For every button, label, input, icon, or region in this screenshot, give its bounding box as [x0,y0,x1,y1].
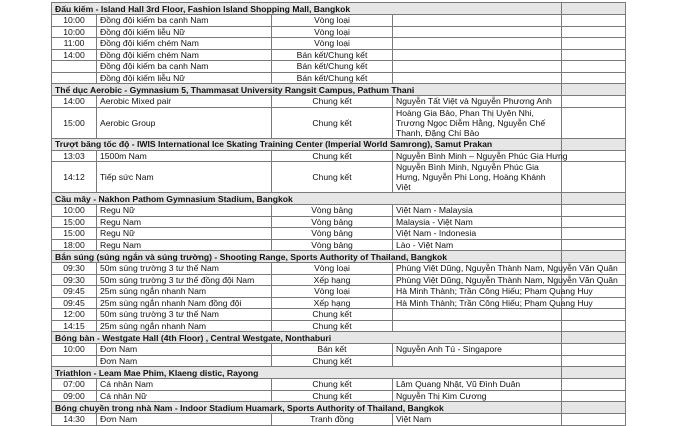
round-cell: Bán kết/Chung kết [272,72,393,84]
time-cell: 15:00 [52,107,97,138]
section-title: Đấu kiếm - Island Hall 3rd Floor, Fashion Island Shopping Mall, Bangkok [52,3,562,15]
round-cell: Chung kết [272,309,393,321]
event-cell: Regu Nam [97,216,272,228]
round-cell: Chung kết [272,150,393,162]
section-title: Cầu mây - Nakhon Pathom Gymnasium Stadium, Bangkok [52,193,562,205]
time-cell: 14:15 [52,320,97,332]
event-cell: 25m súng ngắn nhanh Nam [97,286,272,298]
round-cell: Tranh đồng [272,414,393,426]
table-row [52,390,626,402]
event-cell: 1500m Nam [97,150,272,162]
athletes-cell: Nguyễn Anh Tú - Singapore [393,344,562,356]
time-cell: 14:12 [52,162,97,193]
section-header [52,251,626,263]
round-cell: Vòng bảng [272,228,393,240]
section-title: Triathlon - Leam Mae Phim, Klaeng distic, Rayong [52,367,562,379]
athletes-cell [393,38,562,50]
event-cell: Regu Nữ [97,228,272,240]
time-cell [52,72,97,84]
empty-cell [562,205,626,217]
athletes-cell: Hà Minh Thành; Trần Công Hiếu; Phạm Quang Huy [393,297,562,309]
round-cell: Bán kết/Chung kết [272,61,393,73]
section-title: Trượt băng tốc độ - IWIS International Ice Skating Training Center (Imperial World Samrong), Samut Prakan [52,138,562,150]
time-cell: 10:00 [52,15,97,27]
athletes-cell: Malaysia - Việt Nam [393,216,562,228]
event-cell: Aerobic Group [97,107,272,138]
section-header [52,402,626,414]
time-cell: 14:00 [52,96,97,108]
athletes-cell [393,309,562,321]
table-row [52,414,626,426]
round-cell: Xếp hạng [272,297,393,309]
empty-cell [562,96,626,108]
event-cell: Aerobic Mixed pair [97,96,272,108]
empty-cell [562,228,626,240]
time-cell: 10:00 [52,344,97,356]
athletes-cell: Việt Nam [393,414,562,426]
round-cell: Vòng loại [272,26,393,38]
empty-cell [562,379,626,391]
event-cell: 50m súng trường 3 tư thế Nam [97,263,272,275]
event-cell: Đồng đội kiếm ba cạnh Nam [97,61,272,73]
athletes-cell: Nguyễn Bình Minh – Nguyễn Phúc Gia Hưng [393,150,562,162]
athletes-cell: Việt Nam - Malaysia [393,205,562,217]
round-cell: Vòng bảng [272,239,393,251]
table-row [52,162,626,193]
table-row [52,150,626,162]
time-cell: 13:03 [52,150,97,162]
table-row [52,228,626,240]
time-cell: 11:00 [52,38,97,50]
athletes-cell [393,72,562,84]
round-cell: Chung kết [272,379,393,391]
round-cell: Chung kết [272,96,393,108]
section-title: Bóng chuyền trong nhà Nam - Indoor Stadium Huamark, Sports Authority of Thailand, Bangkok [52,402,562,414]
athletes-cell [393,61,562,73]
athletes-cell [393,355,562,367]
athletes-cell: Nguyễn Tất Việt và Nguyễn Phương Anh [393,96,562,108]
time-cell: 07:00 [52,379,97,391]
event-cell: Đơn Nam [97,414,272,426]
table-row [52,239,626,251]
empty-cell [562,344,626,356]
empty-cell [562,332,626,344]
event-cell: Tiếp sức Nam [97,162,272,193]
empty-cell [562,367,626,379]
round-cell: Bán kết [272,344,393,356]
time-cell: 09:45 [52,286,97,298]
table-row [52,72,626,84]
empty-cell [562,61,626,73]
table-row [52,15,626,27]
table-row [52,274,626,286]
table-row [52,309,626,321]
table-row [52,216,626,228]
empty-cell [562,320,626,332]
empty-cell [562,49,626,61]
athletes-cell [393,320,562,332]
round-cell: Vòng loại [272,38,393,50]
event-cell: Cá nhân Nữ [97,390,272,402]
empty-cell [562,150,626,162]
empty-cell [562,162,626,193]
athletes-cell: Nguyễn Thị Kim Cương [393,390,562,402]
section-header [52,138,626,150]
athletes-cell [393,15,562,27]
table-row [52,320,626,332]
table-row [52,286,626,298]
round-cell: Vòng bảng [272,216,393,228]
empty-cell [562,26,626,38]
table-row [52,38,626,50]
round-cell: Xếp hạng [272,274,393,286]
section-title: Bắn súng (súng ngắn và súng trường) - Shooting Range, Sports Authority of Thailand, Bangkok [52,251,562,263]
table-row [52,344,626,356]
table-row [52,26,626,38]
round-cell: Chung kết [272,390,393,402]
event-cell: Regu Nữ [97,205,272,217]
empty-cell [562,84,626,96]
event-cell: 25m súng ngắn nhanh Nam [97,320,272,332]
empty-cell [562,239,626,251]
time-cell: 15:00 [52,216,97,228]
empty-cell [562,15,626,27]
empty-cell [562,251,626,263]
empty-cell [562,3,626,15]
event-cell: Đồng đội kiếm liễu Nữ [97,26,272,38]
athletes-cell: Hoàng Gia Bảo, Phan Thị Uyên Nhi, Trương Ngọc Diễm Hằng, Nguyễn Chế Thanh, Đặng Chí Bảo [393,107,562,138]
athletes-cell: Phùng Việt Dũng, Nguyễn Thành Nam, Nguyễn Văn Quân [393,274,562,286]
time-cell: 15:00 [52,228,97,240]
event-cell: 50m súng trường 3 tư thế đồng đội Nam [97,274,272,286]
athletes-cell: Phùng Việt Dũng, Nguyễn Thành Nam, Nguyễn Văn Quân [393,263,562,275]
empty-cell [562,72,626,84]
schedule-body [52,3,626,426]
event-cell: Đồng đội kiếm liễu Nữ [97,72,272,84]
table-row [52,297,626,309]
time-cell: 09:00 [52,390,97,402]
empty-cell [562,309,626,321]
athletes-cell [393,26,562,38]
round-cell: Vòng loại [272,15,393,27]
athletes-cell [393,49,562,61]
empty-cell [562,414,626,426]
time-cell: 09:30 [52,263,97,275]
round-cell: Chung kết [272,162,393,193]
round-cell: Bán kết/Chung kết [272,49,393,61]
time-cell: 12:00 [52,309,97,321]
event-cell: Đơn Nam [97,355,272,367]
event-cell: Đơn Nam [97,344,272,356]
round-cell: Vòng loại [272,286,393,298]
time-cell: 18:00 [52,239,97,251]
time-cell: 09:45 [52,297,97,309]
athletes-cell: Nguyễn Bình Minh, Nguyễn Phúc Gia Hưng, Nguyễn Phi Long, Hoàng Khánh Việt [393,162,562,193]
round-cell: Chung kết [272,355,393,367]
section-header [52,332,626,344]
table-row [52,355,626,367]
time-cell: 14:00 [52,49,97,61]
empty-cell [562,390,626,402]
time-cell: 10:00 [52,205,97,217]
table-row [52,49,626,61]
empty-cell [562,193,626,205]
section-header [52,84,626,96]
table-row [52,61,626,73]
time-cell [52,61,97,73]
table-row [52,107,626,138]
table-row [52,96,626,108]
section-header [52,193,626,205]
round-cell: Vòng loại [272,263,393,275]
table-row [52,379,626,391]
event-cell: 25m súng ngắn nhanh Nam đồng đội [97,297,272,309]
empty-cell [562,38,626,50]
empty-cell [562,216,626,228]
event-cell: Regu Nam [97,239,272,251]
schedule-sheet [51,2,625,426]
time-cell: 09:30 [52,274,97,286]
time-cell: 14:30 [52,414,97,426]
time-cell [52,355,97,367]
empty-cell [562,402,626,414]
event-cell: Đồng đội kiếm ba cạnh Nam [97,15,272,27]
table-row [52,263,626,275]
athletes-cell: Hà Minh Thành; Trần Công Hiếu; Phạm Quang Huy [393,286,562,298]
round-cell: Vòng bảng [272,205,393,217]
table-row [52,205,626,217]
time-cell: 10:00 [52,26,97,38]
section-title: Thể dục Aerobic - Gymnasium 5, Thammasat University Rangsit Campus, Pathum Thani [52,84,562,96]
event-cell: Cá nhân Nam [97,379,272,391]
section-title: Bóng bàn - Westgate Hall (4th Floor) , Central Westgate, Nonthaburi [52,332,562,344]
athletes-cell: Việt Nam - Indonesia [393,228,562,240]
round-cell: Chung kết [272,320,393,332]
empty-cell [562,107,626,138]
event-cell: Đồng đội kiếm chém Nam [97,49,272,61]
empty-cell [562,355,626,367]
athletes-cell: Lâm Quang Nhật, Vũ Đình Duân [393,379,562,391]
empty-cell [562,138,626,150]
event-cell: Đồng đội kiếm chém Nam [97,38,272,50]
schedule-table [51,2,626,426]
section-header [52,3,626,15]
athletes-cell: Lào - Việt Nam [393,239,562,251]
section-header [52,367,626,379]
event-cell: 50m súng trường 3 tư thế Nam [97,309,272,321]
round-cell: Chung kết [272,107,393,138]
